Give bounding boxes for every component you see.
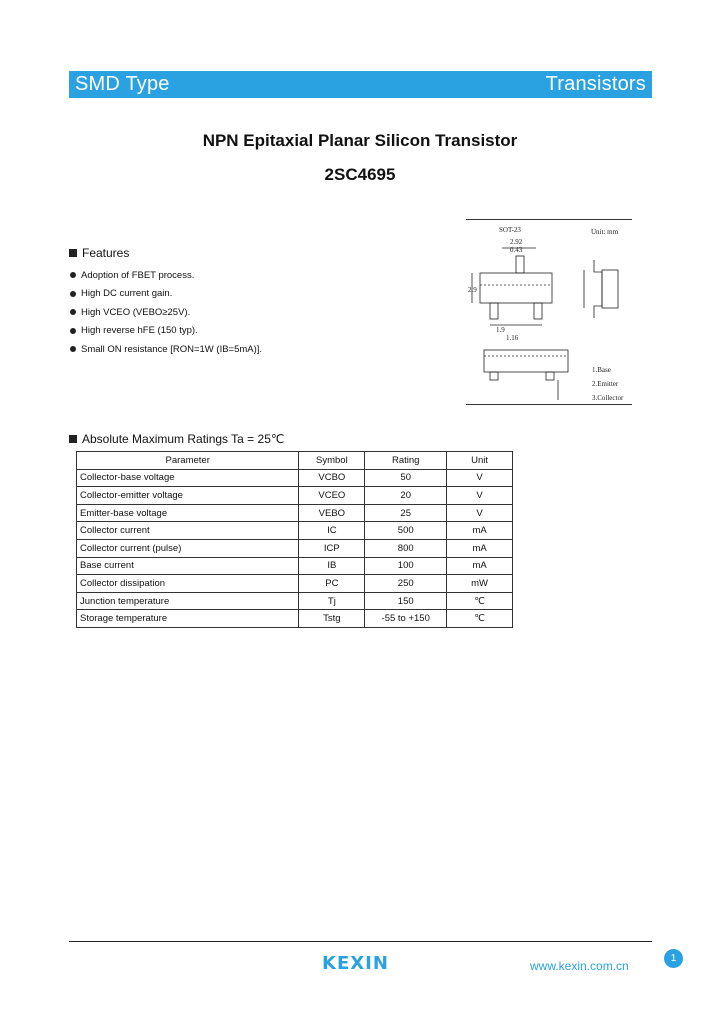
table-row — [77, 469, 513, 487]
table-header-row — [77, 452, 513, 470]
cell-rating: 50 — [365, 469, 447, 487]
feature-text: Adoption of FBET process. — [81, 269, 195, 281]
bullet-dot-icon — [70, 328, 76, 334]
cell-unit: mA — [447, 539, 513, 557]
svg-text:2.Emitter: 2.Emitter — [592, 380, 619, 388]
cell-parameter: Collector dissipation — [77, 575, 299, 593]
svg-text:3.Collector: 3.Collector — [592, 394, 624, 402]
cell-symbol: IB — [299, 557, 365, 575]
feature-item — [70, 322, 262, 341]
feature-text: High DC current gain. — [81, 288, 173, 300]
cell-rating: 150 — [365, 592, 447, 610]
cell-unit: ℃ — [447, 592, 513, 610]
cell-parameter: Collector-emitter voltage — [77, 487, 299, 505]
svg-text:2.92: 2.92 — [510, 238, 523, 246]
package-drawing — [466, 219, 632, 405]
cell-parameter: Base current — [77, 557, 299, 575]
cell-unit: ℃ — [447, 610, 513, 628]
table-row — [77, 557, 513, 575]
bullet-dot-icon — [70, 272, 76, 278]
column-header-rating: Rating — [365, 452, 447, 470]
page-number-badge: 1 — [664, 949, 683, 968]
cell-rating: 250 — [365, 575, 447, 593]
cell-symbol: VCEO — [299, 487, 365, 505]
bullet-dot-icon — [70, 291, 76, 297]
cell-parameter: Emitter-base voltage — [77, 504, 299, 522]
cell-symbol: VEBO — [299, 504, 365, 522]
cell-unit: V — [447, 487, 513, 505]
ratings-heading — [69, 432, 284, 446]
cell-symbol: IC — [299, 522, 365, 540]
table-row — [77, 575, 513, 593]
features-heading-text: Features — [82, 246, 130, 260]
feature-item — [70, 340, 262, 359]
part-number: 2SC4695 — [324, 165, 396, 184]
header-banner — [69, 71, 652, 98]
svg-text:1.16: 1.16 — [506, 334, 519, 342]
cell-parameter: Collector current (pulse) — [77, 539, 299, 557]
header-left-text: SMD Type — [75, 73, 170, 95]
features-list — [70, 266, 262, 359]
bullet-dot-icon — [70, 346, 76, 352]
feature-item — [70, 285, 262, 304]
cell-rating: 500 — [365, 522, 447, 540]
cell-symbol: Tstg — [299, 610, 365, 628]
cell-rating: 800 — [365, 539, 447, 557]
square-bullet-icon — [69, 435, 77, 443]
square-bullet-icon — [69, 249, 77, 257]
table-row — [77, 610, 513, 628]
package-unit-label: Unit: mm — [591, 228, 619, 236]
top-view-pin-base — [490, 303, 498, 319]
ratings-table — [76, 451, 513, 628]
column-header-unit: Unit — [447, 452, 513, 470]
footer-website[interactable]: www.kexin.com.cn — [530, 959, 629, 973]
feature-text: Small ON resistance [RON=1W (IB=5mA)]. — [81, 343, 263, 355]
top-view-pin-emitter — [534, 303, 542, 319]
cell-parameter: Storage temperature — [77, 610, 299, 628]
table-row — [77, 539, 513, 557]
cell-parameter: Collector-base voltage — [77, 469, 299, 487]
sot23-outline-diagram — [466, 220, 632, 406]
cell-rating: 20 — [365, 487, 447, 505]
cell-unit: mA — [447, 557, 513, 575]
header-right-text: Transistors — [545, 73, 646, 95]
feature-item — [70, 303, 262, 322]
top-view-pin-collector — [516, 256, 524, 273]
svg-text:0.43: 0.43 — [510, 246, 523, 254]
top-view-body — [480, 273, 552, 303]
cell-parameter: Collector current — [77, 522, 299, 540]
table-row — [77, 504, 513, 522]
ratings-heading-text: Absolute Maximum Ratings Ta = 25℃ — [82, 432, 285, 446]
cell-symbol: VCBO — [299, 469, 365, 487]
bullet-dot-icon — [70, 309, 76, 315]
cell-symbol: Tj — [299, 592, 365, 610]
cell-rating: -55 to +150 — [365, 610, 447, 628]
column-header-parameter: Parameter — [77, 452, 299, 470]
svg-text:1.9: 1.9 — [496, 326, 505, 334]
cell-rating: 100 — [365, 557, 447, 575]
document-title: NPN Epitaxial Planar Silicon Transistor — [202, 131, 518, 150]
cell-unit: V — [447, 469, 513, 487]
table-row — [77, 592, 513, 610]
feature-text: High VCEO (VEBO≥25V). — [81, 306, 191, 318]
column-header-symbol: Symbol — [299, 452, 365, 470]
svg-text:1.Base: 1.Base — [592, 366, 611, 374]
cell-unit: mA — [447, 522, 513, 540]
cell-unit: mW — [447, 575, 513, 593]
feature-item — [70, 266, 262, 285]
cell-symbol: PC — [299, 575, 365, 593]
cell-unit: V — [447, 504, 513, 522]
cell-parameter: Junction temperature — [77, 592, 299, 610]
table-row — [77, 522, 513, 540]
features-heading — [69, 246, 129, 260]
cell-rating: 25 — [365, 504, 447, 522]
package-name-label: SOT-23 — [499, 226, 521, 234]
table-row — [77, 487, 513, 505]
cell-symbol: ICP — [299, 539, 365, 557]
feature-text: High reverse hFE (150 typ). — [81, 325, 198, 337]
svg-text:2.9: 2.9 — [468, 286, 477, 294]
kexin-logo: KEXIN — [322, 953, 389, 974]
footer-divider — [69, 941, 652, 942]
